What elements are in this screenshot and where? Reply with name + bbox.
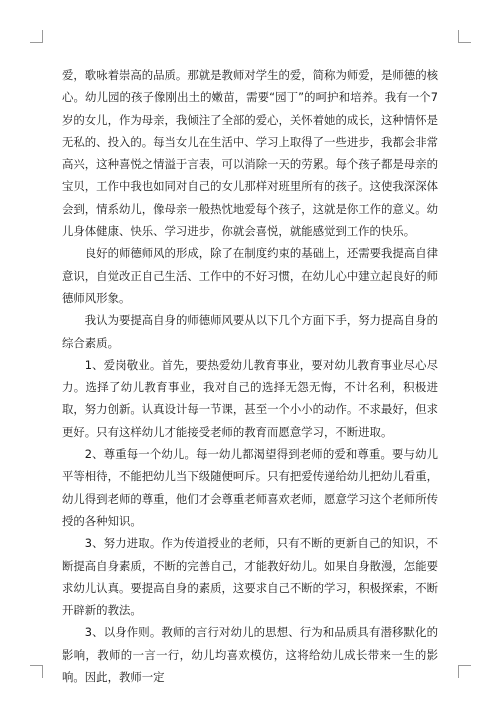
- paragraph-lead-by-example: 3、以身作则。教师的言行对幼儿的思想、行为和品质具有潜移默化的影响，教师的一言一行，幼儿均喜欢模仿，这将给幼儿成长带来一生的影响。因此，教师一定: [62, 625, 438, 685]
- paragraph-improvement-intro: 我认为要提高自身的师德师风要从以下几个方面下手，努力提高自身的综合素质。: [62, 313, 438, 350]
- crop-mark-top-left: [30, 30, 43, 43]
- paragraph-strive-forward: 3、努力进取。作为传道授业的老师，只有不断的更新自己的知识，不断提高自身素质，不断的完善自己，才能教好幼儿。如果自身散漫，怎能要求幼儿认真。要提高自身的素质，这要求自己不断的学习，积极探索，不断开辟新的教法。: [62, 536, 438, 618]
- paragraph-teacher-love: 爱，歌咏着崇高的品质。那就是教师对学生的爱，简称为师爱，是师德的核心。幼儿园的孩子像刚出土的嫩苗，需要“园丁”的呵护和培养。我有一个7岁的女儿，作为母亲，我倾注了全部的爱心，关怀着她的成长，这种情怀是无私的、投入的。每当女儿在生活中、学习上取得了一些进步，我都会非常高兴，这种喜悦之情溢于言表，可以消除一天的劳累。每个孩子都是母亲的宝贝，工作中我也如同对自己的女儿那样对班里所有的孩子。这使我深深体会到，情系幼儿，像母亲一般热忱地爱每个孩子，这就是你工作的意义。幼儿身体健康、快乐、学习进步，你就会喜悦，就能感觉到工作的快乐。: [62, 68, 438, 239]
- crop-mark-bottom-left: [30, 665, 43, 678]
- paragraph-love-the-job: 1、爱岗敬业。首先，要热爱幼儿教育事业，要对幼儿教育事业尽心尽力。选择了幼儿教育事业，我对自己的选择无怨无悔，不计名利，积极进取，努力创新。认真设计每一节课，甚至一个小小的动作。不求最好，但求更好。只有这样幼儿才能接受老师的教育而愿意学习，不断进取。: [62, 357, 438, 439]
- paragraph-self-discipline: 良好的师德师风的形成，除了在制度约束的基础上，还需要我提高自律意识，自觉改正自己生活、工作中的不好习惯，在幼儿心中建立起良好的师德师风形象。: [62, 246, 438, 305]
- paragraph-respect-children: 2、尊重每一个幼儿。每一幼儿都渴望得到老师的爱和尊重。要与幼儿平等相待，不能把幼儿当下级随便呵斥。只有把爱传递给幼儿把幼儿看重，幼儿得到老师的尊重，他们才会尊重老师喜欢老师，愿意学习这个老师所传授的各种知识。: [62, 447, 438, 528]
- document-body: [62, 64, 438, 688]
- crop-mark-bottom-right: [458, 665, 471, 678]
- crop-mark-top-right: [458, 30, 471, 43]
